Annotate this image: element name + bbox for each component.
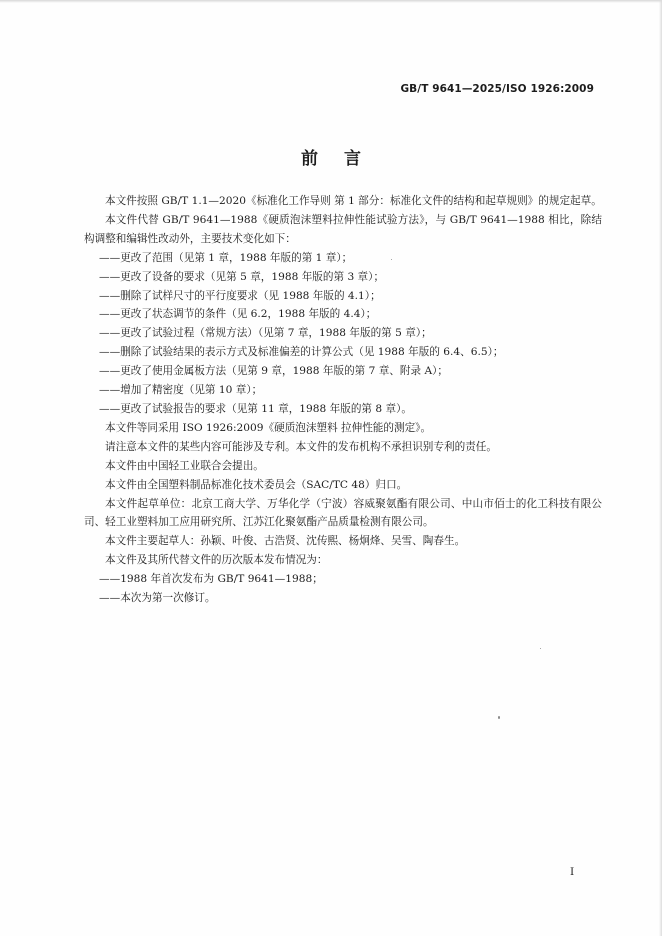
change-item-precision: ——增加了精密度（见第 10 章）； (99, 384, 263, 397)
change-item-scope: ——更改了范围（见第 1 章，1988 年版的第 1 章）； (99, 251, 353, 264)
foreword-body (84, 192, 602, 608)
paragraph-drafting-organizations: 本文件起草单位：北京工商大学、万华化学（宁波）容威聚氨酯有限公司、中山市佰士的化工科技有限公司、轻工业塑料加工应用研究所、江苏江化聚氨酯产品质量检测有限公司。 (84, 497, 602, 529)
change-item-results-expression: ——删除了试验结果的表示方式及标准偏差的计算公式（见 1988 年版的 6.4、6.5）； (99, 346, 504, 359)
scan-speck (540, 648, 541, 649)
paragraph-proposed-by: 本文件由中国轻工业联合会提出。 (105, 459, 264, 472)
page-title: 前言 (301, 149, 387, 169)
history-item-first-revision: ——本次为第一次修订。 (99, 592, 216, 605)
paragraph-version-history: 本文件及其所代替文件的历次版本发布情况为： (105, 554, 328, 567)
paragraph-main-drafters: 本文件主要起草人：孙颖、叶俊、古浩贤、沈传熙、杨炯烽、吴雪、陶春生。 (105, 535, 466, 548)
change-item-metal-plate: ——更改了使用金属板方法（见第 9 章，1988 年版的第 7 章、附录 A）； (99, 365, 449, 378)
page-number: I (570, 866, 575, 878)
paragraph-replaces-standard: 本文件代替 GB/T 9641—1988《硬质泡沫塑料拉伸性能试验方法》，与 GB/T 9641—1988 相比，除结构调整和编辑性改动外，主要技术变化如下： (84, 213, 602, 245)
paragraph-iso-adoption: 本文件等同采用 ISO 1926:2009《硬质泡沫塑料 拉伸性能的测定》。 (105, 421, 432, 434)
change-item-conditioning: ——更改了状态调节的条件（见 6.2，1988 年版的 4.4）； (99, 308, 377, 321)
paragraph-drafting-rules: 本文件按照 GB/T 1.1—2020《标准化工作导则 第 1 部分：标准化文件的结构和起草规则》的规定起草。 (105, 195, 602, 207)
scan-edge-top (0, 0, 662, 3)
scan-speck (498, 716, 500, 719)
change-item-test-report: ——更改了试验报告的要求（见第 11 章，1988 年版的第 8 章）。 (99, 402, 412, 415)
scan-speck (391, 259, 392, 260)
change-item-equipment: ——更改了设备的要求（见第 5 章，1988 年版的第 3 章）； (99, 270, 385, 283)
change-item-parallelism: ——删除了试样尺寸的平行度要求（见 1988 年版的 4.1）； (99, 289, 381, 302)
history-item-first-issue: ——1988 年首次发布为 GB/T 9641—1988； (99, 573, 323, 586)
paragraph-technical-committee: 本文件由全国塑料制品标准化技术委员会（SAC/TC 48）归口。 (105, 478, 408, 491)
paragraph-patent-notice: 请注意本文件的某些内容可能涉及专利。本文件的发布机构不承担识别专利的责任。 (105, 440, 497, 453)
change-item-procedure: ——更改了试验过程（常规方法）（见第 7 章，1988 年版的第 5 章）； (99, 327, 432, 340)
document-code: GB/T 9641—2025/ISO 1926:2009 (400, 83, 594, 95)
